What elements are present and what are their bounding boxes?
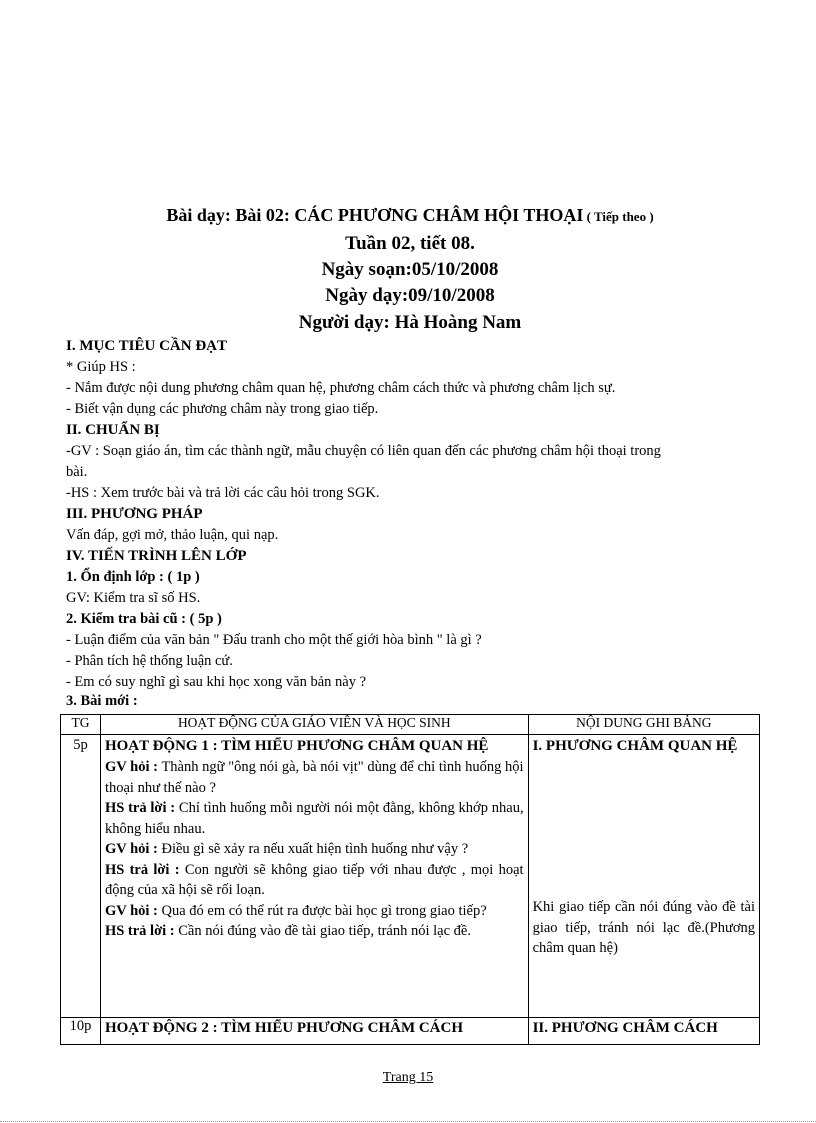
table-row <box>61 735 760 1018</box>
q3-text: Qua đó em có thể rút ra được bài học gì trong giao tiếp? <box>157 902 487 919</box>
row1-time <box>61 735 101 1018</box>
q2-text: Điều gì sẽ xảy ra nếu xuất hiện tình huống như vậy ? <box>157 841 469 857</box>
process-step-1: 1. Ổn định lớp : ( 1p ) <box>66 569 200 585</box>
lesson-title <box>60 205 760 226</box>
process-step-2-q3: - Em có suy nghĩ gì sau khi học xong văn bản này ? <box>66 674 367 690</box>
objectives-line-1: * Giúp HS : <box>66 359 136 375</box>
objectives-line-3: - Biết vận dụng các phương châm này trong giao tiếp. <box>66 401 379 417</box>
a3-label: HS trả lời : <box>104 923 175 939</box>
activity-1-a1 <box>105 798 524 839</box>
process-step-2-q2: - Phân tích hệ thống luận cứ. <box>66 653 233 669</box>
note-1-body: Khi giao tiếp cần nói đúng vào đề tài giao tiếp, tránh nói lạc đề.(Phương châm quan hệ) <box>532 899 755 956</box>
preparation-line-1b: bài. <box>66 464 88 480</box>
a1-label: HS trả lời : <box>104 800 176 816</box>
row1-activity <box>100 735 528 1018</box>
header-activities: HOẠT ĐỘNG CỦA GIÁO VIÊN VÀ HỌC SINH <box>100 715 528 735</box>
process-step-2-q1: - Luận điểm của văn bản " Đấu tranh cho một thế giới hòa bình " là gì ? <box>66 632 482 648</box>
q1-text: Thành ngữ "ông nói gà, bà nói vịt" dùng để chỉ tình huống hội thoại như thế nào ? <box>104 759 524 796</box>
q1-label: GV hỏi : <box>104 759 159 775</box>
note-2-title: II. PHƯƠNG CHÂM CÁCH <box>532 1020 718 1036</box>
a2-text: Con người sẽ không giao tiếp với nhau được , mọi hoạt động của xã hội sẽ rối loạn. <box>104 861 524 898</box>
section-process-title: IV. TIẾN TRÌNH LÊN LỚP <box>66 548 247 564</box>
row2-time <box>61 1018 101 1045</box>
row1-time-text: 5p <box>73 737 88 753</box>
objectives-line-2: - Nắm được nội dung phương châm quan hệ, phương châm cách thức và phương châm lịch sự. <box>66 380 616 396</box>
lesson-title-main: CÁC PHƯƠNG CHÂM HỘI THOẠI <box>294 205 584 225</box>
q2-label: GV hỏi : <box>104 841 158 857</box>
section-method-title: III. PHƯƠNG PHÁP <box>66 506 203 522</box>
activity-1-title: HOẠT ĐỘNG 1 : TÌM HIỂU PHƯƠNG CHÂM QUAN HỆ <box>104 738 489 754</box>
activity-1-a3 <box>105 921 524 942</box>
activity-1-q3 <box>105 901 524 922</box>
note-1-title: I. PHƯƠNG CHÂM QUAN HỆ <box>532 738 738 754</box>
preparation-line-1: -GV : Soạn giáo án, tìm các thành ngữ, mẫu chuyện có liên quan đến các phương châm hội thoại trong <box>66 443 661 459</box>
activity-1-q2 <box>105 839 524 860</box>
preparation-line-2: -HS : Xem trước bài và trả lời các câu hỏi trong SGK. <box>66 485 380 501</box>
page-number: Trang 15 <box>382 1070 434 1085</box>
section-objectives-title: I. MỤC TIÊU CẦN ĐẠT <box>66 338 227 354</box>
activity-2-title: HOẠT ĐỘNG 2 : TÌM HIỂU PHƯƠNG CHÂM CÁCH <box>104 1020 464 1036</box>
header-time: TG <box>61 715 101 735</box>
row2-activity <box>100 1018 528 1045</box>
header-notes: NỘI DUNG GHI BẢNG <box>528 715 759 735</box>
lesson-activity-table <box>60 714 760 1045</box>
teacher-line: Người dạy: Hà Hoàng Nam <box>298 312 522 333</box>
row1-note <box>528 735 759 1018</box>
table-header-row <box>61 715 760 735</box>
prepared-date: Ngày soạn:05/10/2008 <box>321 259 499 280</box>
lesson-title-suffix: ( Tiếp theo ) <box>583 209 654 224</box>
row2-note <box>528 1018 759 1045</box>
activity-1-a2 <box>105 860 524 901</box>
process-step-1-text: GV: Kiểm tra sĩ số HS. <box>66 590 201 606</box>
taught-date: Ngày dạy:09/10/2008 <box>325 285 495 306</box>
row2-time-text: 10p <box>69 1018 92 1034</box>
activity-1-q1 <box>105 757 524 798</box>
section-preparation-title: II. CHUẨN BỊ <box>66 422 160 438</box>
process-step-2: 2. Kiểm tra bài cũ : ( 5p ) <box>66 611 222 627</box>
a3-text: Cần nói đúng vào đề tài giao tiếp, tránh nói lạc đề. <box>174 923 471 939</box>
lesson-body <box>66 336 776 709</box>
table-row <box>61 1018 760 1045</box>
method-line: Vấn đáp, gợi mở, thảo luận, qui nạp. <box>66 527 279 543</box>
lesson-title-prefix: Bài dạy: Bài 02: <box>166 205 295 225</box>
week-line: Tuần 02, tiết 08. <box>345 233 475 254</box>
process-step-3: 3. Bài mới : <box>66 693 138 709</box>
q3-label: GV hỏi : <box>104 902 158 919</box>
a1-text: Chỉ tình huống mỗi người nói một đằng, không khớp nhau, không hiểu nhau. <box>104 800 524 837</box>
footer-divider <box>0 1121 816 1122</box>
a2-label: HS trả lời : <box>104 861 180 878</box>
